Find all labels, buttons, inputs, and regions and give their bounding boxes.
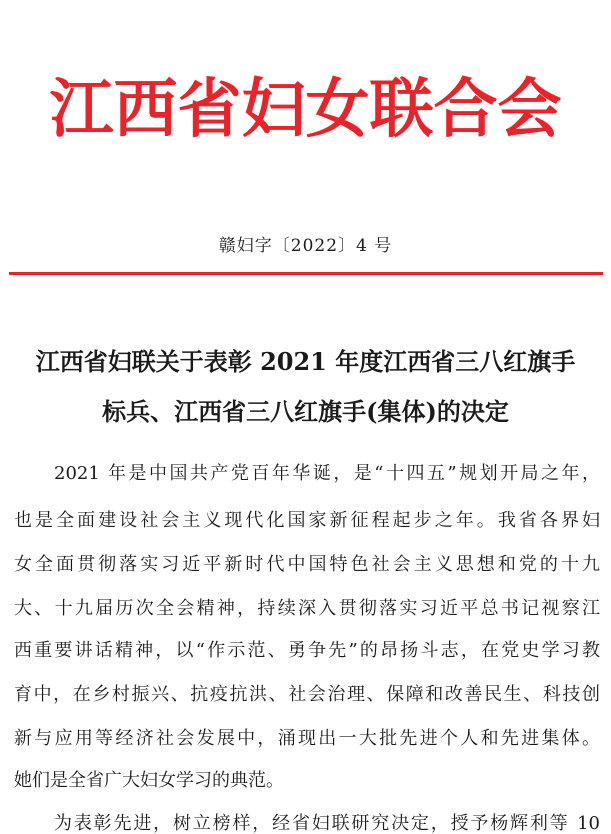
paragraph-1-line: 大、十九届历次全会精神，持续深入贯彻落实习近平总书记视察江	[14, 598, 600, 619]
paragraph-1-line: 育中，在乡村振兴、抗疫抗洪、社会治理、保障和改善民生、科技创	[14, 684, 600, 705]
document-number: 赣妇字〔2022〕4 号	[218, 236, 393, 256]
paragraph-2-line: 为表彰先进，树立榜样，经省妇联研究决定，授予杨辉利等 10	[54, 813, 600, 834]
header-divider	[9, 272, 603, 275]
paragraph-1-line: 女全面贯彻落实习近平新时代中国特色社会主义思想和党的十九	[14, 554, 600, 575]
organization-header: 江西省妇女联合会	[49, 72, 562, 147]
document-title-line-2: 标兵、江西省三八红旗手(集体)的决定	[102, 397, 509, 426]
paragraph-1-line: 西重要讲话精神，以“作示范、勇争先”的昂扬斗志，在党史学习教	[14, 640, 600, 661]
paragraph-1-line: 她们是全省广大妇女学习的典范。	[14, 770, 284, 791]
document-title-line-1: 江西省妇联关于表彰 2021 年度江西省三八红旗手	[35, 347, 576, 376]
paragraph-1-line: 也是全面建设社会主义现代化国家新征程起步之年。我省各界妇	[14, 510, 600, 531]
paragraph-1-line: 新与应用等经济社会发展中，涌现出一大批先进个人和先进集体。	[14, 728, 600, 749]
paragraph-1-line: 2021 年是中国共产党百年华诞，是“十四五”规划开局之年，	[54, 463, 600, 484]
